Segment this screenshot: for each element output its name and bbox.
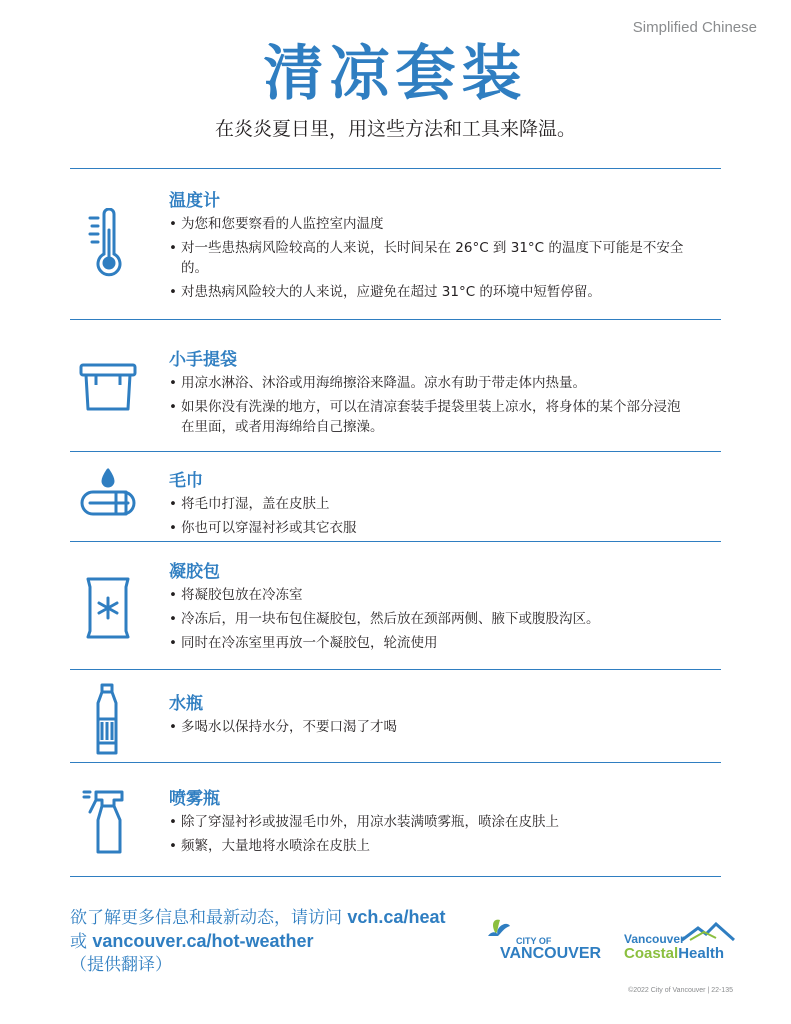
bullet-list [169, 585, 689, 657]
bullet-item: • 将毛巾打湿，盖在皮肤上 [169, 494, 689, 514]
footer-info [70, 906, 445, 977]
section-title: 温度计 [169, 191, 220, 211]
divider [70, 319, 721, 320]
bullet-item: • 对一些患热病风险较高的人来说，长时间呆在 26°C 到 31°C 的温度下可能是不安全的。 [169, 238, 689, 278]
divider [70, 541, 721, 542]
bullet-item: • 多喝水以保持水分，不要口渴了才喝 [169, 717, 689, 737]
city-logo-big-text: VANCOUVER [500, 945, 602, 962]
bullet-item: • 如果你没有洗澡的地方，可以在清凉套装手提袋里装上凉水，将身体的某个部分浸泡在里面，或者用海绵给自己擦澡。 [169, 397, 689, 437]
bullet-item: • 对患热病风险较大的人来说，应避免在超过 31°C 的环境中短暂停留。 [169, 282, 689, 302]
page-title: 清凉套装 [263, 39, 528, 109]
divider [70, 669, 721, 670]
vch-heat-link[interactable]: vch.ca/heat [347, 907, 446, 927]
spray-bottle-icon [76, 786, 140, 856]
section-title: 水瓶 [169, 694, 203, 714]
bullet-item: • 用凉水淋浴、沐浴或用海绵擦浴来降温。凉水有助于带走体内热量。 [169, 373, 689, 393]
water-bottle-icon [76, 683, 136, 757]
gel-pack-icon [76, 573, 140, 643]
divider [70, 762, 721, 763]
footer-line1: 欲了解更多信息和最新动态，请访问 [70, 908, 348, 928]
bullet-item: • 除了穿湿衬衫或披湿毛巾外，用凉水装满喷雾瓶，喷涂在皮肤上 [169, 812, 689, 832]
bullet-item: • 将凝胶包放在冷冻室 [169, 585, 689, 605]
bullet-item: • 频繁，大量地将水喷涂在皮肤上 [169, 836, 689, 856]
tote-bin-icon [76, 357, 140, 417]
thermometer-icon [76, 208, 136, 278]
bullet-item: • 同时在冷冻室里再放一个凝胶包，轮流使用 [169, 633, 689, 653]
bullet-list [169, 373, 689, 441]
copyright: ©2022 City of Vancouver | 22-135 [628, 987, 733, 994]
bullet-list [169, 214, 689, 306]
vancouver-hot-weather-link[interactable]: vancouver.ca/hot-weather [92, 931, 314, 951]
footer-line2: 或 [70, 932, 93, 952]
city-logo-small-text: CITY OF [516, 936, 552, 946]
section-title: 毛巾 [169, 471, 203, 491]
footer-line3: （提供翻译） [70, 955, 172, 975]
vch-logo-line1: Vancouver [624, 932, 685, 946]
section-title: 小手提袋 [169, 350, 237, 370]
language-tag: Simplified Chinese [632, 19, 757, 36]
vch-logo-line2: CoastalHealth [624, 945, 725, 962]
mountain-logo-icon [682, 922, 791, 942]
bullet-list [169, 717, 689, 741]
towel-icon [76, 466, 140, 526]
bullet-list [169, 494, 689, 542]
divider [70, 168, 721, 169]
bullet-item: • 你也可以穿湿衬衫或其它衣服 [169, 518, 689, 538]
section-title: 凝胶包 [169, 562, 220, 582]
page-subtitle: 在炎炎夏日里，用这些方法和工具来降温。 [214, 118, 576, 140]
divider [70, 451, 721, 452]
divider [70, 876, 721, 877]
bullet-list [169, 812, 689, 860]
bullet-item: • 为您和您要察看的人监控室内温度 [169, 214, 689, 234]
section-title: 喷雾瓶 [169, 789, 220, 809]
bullet-item: • 冷冻后，用一块布包住凝胶包，然后放在颈部两侧、腋下或腹股沟区。 [169, 609, 689, 629]
